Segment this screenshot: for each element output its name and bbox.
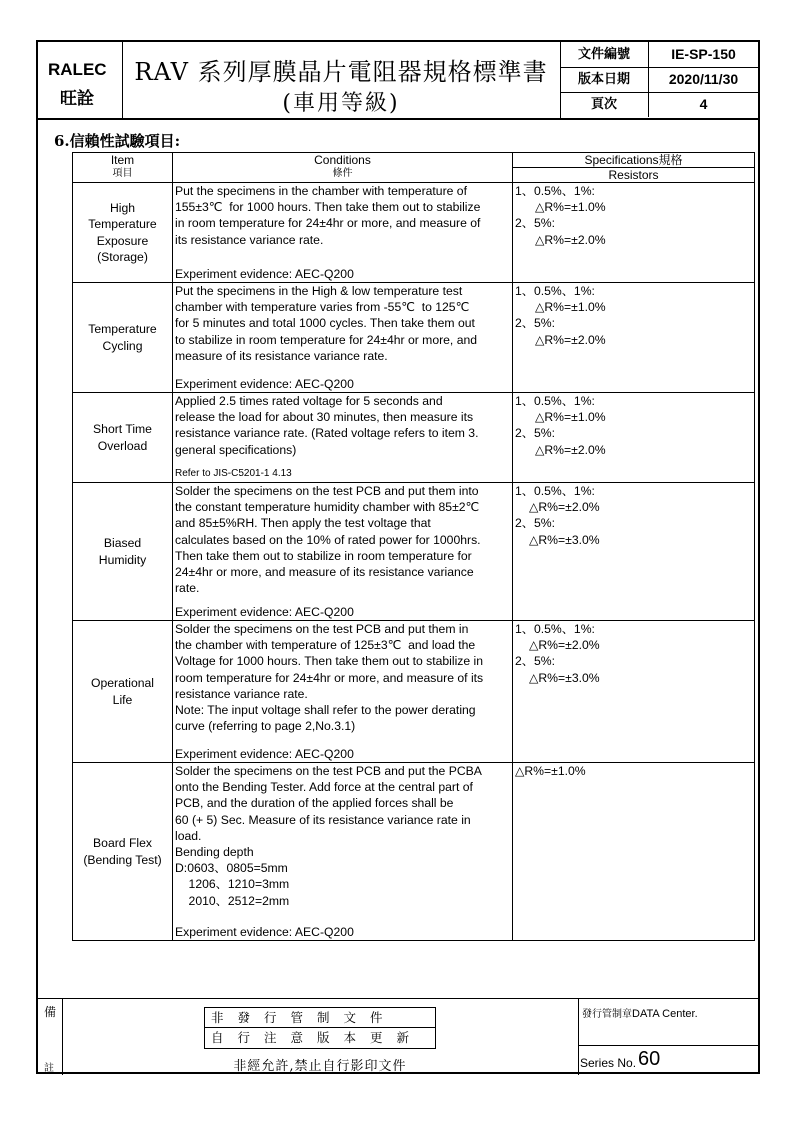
- condition-line: Then take them out to stabilize in room temperature for: [175, 548, 472, 563]
- condition-line: measure of its resistance variance rate.: [175, 348, 388, 363]
- test-item-name: [73, 763, 173, 941]
- test-item-line: Biased: [103, 536, 142, 551]
- experiment-evidence: Experiment evidence: AEC-Q200: [175, 376, 354, 391]
- test-item-line: Temperature: [88, 322, 157, 337]
- experiment-evidence: Experiment evidence: AEC-Q200: [175, 604, 354, 619]
- spec-line: 2、5%:: [515, 216, 555, 231]
- condition-line: resistance variance rate.: [175, 686, 308, 701]
- test-item-line: Humidity: [98, 552, 147, 567]
- condition-line: Solder the specimens on the test PCB and put them in: [175, 622, 469, 636]
- test-item-line: (Storage): [97, 249, 148, 264]
- test-conditions: [173, 283, 513, 393]
- condition-line: D:0603、0805=5mm: [175, 861, 288, 876]
- condition-line: Applied 2.5 times rated voltage for 5 seconds and: [175, 394, 443, 408]
- condition-line: onto the Bending Tester. Add force at the central part of: [175, 780, 473, 795]
- spec-line: 1、0.5%、1%:: [515, 184, 595, 198]
- meta-value: IE-SP-150: [671, 46, 736, 62]
- spec-line: △R%=±3.0%: [529, 532, 600, 547]
- test-specification: [513, 183, 755, 283]
- experiment-evidence: Experiment evidence: AEC-Q200: [175, 746, 354, 761]
- condition-line: general specifications): [175, 442, 297, 457]
- test-specification: [513, 763, 755, 941]
- test-conditions: [173, 393, 513, 483]
- meta-value: 4: [699, 96, 708, 112]
- test-item-line: Exposure: [96, 233, 149, 248]
- condition-line: curve (referring to page 2,No.3.1): [175, 719, 356, 734]
- spec-line: △R%=±2.0%: [535, 332, 606, 347]
- header-conditions: [173, 153, 513, 183]
- test-item-name: [73, 621, 173, 763]
- test-item-name: [73, 183, 173, 283]
- stamp-line-1: 非發行管制文件: [205, 1008, 435, 1028]
- spec-line: 1、0.5%、1%:: [515, 284, 595, 298]
- condition-line: Put the specimens in the chamber with temperature of: [175, 184, 467, 198]
- condition-line: the constant temperature humidity chamber with 85±2℃: [175, 500, 480, 515]
- stamp-line-2: 自行注意版本更新: [211, 1030, 424, 1045]
- test-specification: [513, 393, 755, 483]
- meta-row-page: [560, 92, 758, 117]
- experiment-evidence: Refer to JIS-C5201-1 4.13: [175, 467, 292, 479]
- spec-line: △R%=±1.0%: [515, 764, 586, 778]
- spec-line: 1、0.5%、1%:: [515, 622, 595, 636]
- series-number: 60: [638, 1048, 661, 1070]
- control-label-en: DATA Center.: [632, 1008, 698, 1020]
- test-item-line: Operational: [90, 676, 154, 691]
- condition-line: for 5 minutes and total 1000 cycles. Then take them out: [175, 316, 475, 331]
- series-number-cell: [578, 1045, 758, 1076]
- footer-remarks-side: [38, 999, 63, 1075]
- condition-line: 24±4hr or more, and measure of its resistance variance: [175, 565, 474, 580]
- condition-line: and 85±5%RH. Then apply the test voltage that: [175, 516, 431, 531]
- condition-line: 2010、2512=2mm: [175, 893, 290, 908]
- header-conditions-cn: 條件: [332, 168, 353, 179]
- header-item-en: Item: [110, 153, 135, 167]
- condition-line: chamber with temperature varies from -55℃ to 125℃: [175, 300, 470, 315]
- series-label: Series No.: [580, 1056, 637, 1070]
- footer-side-top: 備: [44, 1005, 57, 1019]
- test-item-line: Overload: [97, 438, 148, 453]
- meta-row-version-date: [560, 67, 758, 93]
- spec-line: △R%=±1.0%: [535, 200, 606, 215]
- table-row: [73, 483, 755, 621]
- table-row: [73, 393, 755, 483]
- test-item-name: [73, 393, 173, 483]
- header-spec: [513, 153, 755, 183]
- spec-line: △R%=±2.0%: [529, 500, 600, 515]
- table-header-row: [73, 153, 755, 183]
- table-row: [73, 621, 755, 763]
- test-item-name: [73, 483, 173, 621]
- test-item-line: Life: [112, 692, 133, 707]
- reliability-test-table: [72, 152, 755, 941]
- test-item-line: Short Time: [93, 422, 152, 437]
- spec-line: △R%=±2.0%: [535, 442, 606, 457]
- spec-line: △R%=±3.0%: [529, 670, 600, 685]
- condition-line: Voltage for 1000 hours. Then take them out to stabilize in: [175, 654, 484, 669]
- condition-line: PCB, and the duration of the applied forces shall be: [175, 796, 454, 811]
- header-item-cn: 項目: [112, 168, 133, 179]
- condition-line: to stabilize in room temperature for 24±4hr or more, and: [175, 332, 478, 347]
- document-header: [38, 42, 758, 120]
- table-row: [73, 283, 755, 393]
- logo-text-en: RALEC: [48, 60, 107, 79]
- condition-line: Solder the specimens on the test PCB and put the PCBA: [175, 764, 482, 778]
- header-spec-sub: Resistors: [608, 168, 659, 182]
- spec-line: 1、0.5%、1%:: [515, 484, 595, 498]
- footer-side-bottom: 註: [44, 1063, 54, 1074]
- spec-line: △R%=±1.0%: [535, 410, 606, 425]
- condition-line: Put the specimens in the High & low temperature test: [175, 284, 463, 298]
- document-frame: [36, 40, 760, 1074]
- spec-line: 2、5%:: [515, 654, 555, 669]
- document-title: [122, 42, 561, 118]
- spec-line: 2、5%:: [515, 316, 555, 331]
- spec-line: △R%=±1.0%: [535, 300, 606, 315]
- test-conditions: [173, 483, 513, 621]
- test-item-line: High: [109, 201, 136, 216]
- condition-line: 60 (+ 5) Sec. Measure of its resistance variance rate in: [175, 812, 471, 827]
- test-conditions: [173, 621, 513, 763]
- meta-value: 2020/11/30: [668, 71, 739, 87]
- header-spec-en: Specifications規格: [513, 153, 754, 168]
- table-body: [73, 183, 755, 941]
- spec-line: △R%=±2.0%: [529, 638, 600, 653]
- copy-warning: 非經允許,禁止自行影印文件: [233, 1059, 407, 1074]
- test-conditions: [173, 183, 513, 283]
- header-conditions-en: Conditions: [314, 153, 371, 167]
- condition-line: resistance variance rate. (Rated voltage refers to item 3.: [175, 426, 479, 441]
- experiment-evidence: Experiment evidence: AEC-Q200: [175, 266, 354, 281]
- control-stamp: [582, 1005, 698, 1020]
- logo-text-cn: 旺詮: [60, 89, 94, 109]
- condition-line: room temperature for 24±4hr or more, and measure of its: [175, 670, 484, 685]
- spec-line: 2、5%:: [515, 516, 555, 531]
- document-footer: [38, 998, 758, 1075]
- experiment-evidence: Experiment evidence: AEC-Q200: [175, 924, 354, 939]
- condition-line: 1206、1210=3mm: [175, 877, 290, 892]
- condition-line: load.: [175, 828, 202, 843]
- spec-line: 2、5%:: [515, 426, 555, 441]
- title-line-1: RAV 系列厚膜晶片電阻器規格標準書: [134, 58, 548, 86]
- condition-line: calculates based on the 10% of rated power for 1000hrs.: [175, 532, 481, 547]
- control-label-cn: 發行管制章: [582, 1009, 632, 1020]
- title-line-2: (車用等級): [282, 91, 400, 116]
- condition-line: release the load for about 30 minutes, then measure its: [175, 410, 474, 425]
- table-row: [73, 183, 755, 283]
- test-item-line: Cycling: [102, 338, 143, 353]
- test-item-line: Temperature: [88, 217, 157, 232]
- meta-label: 版本日期: [560, 67, 649, 92]
- footer-remarks: [62, 999, 579, 1075]
- header-item: [73, 153, 173, 183]
- meta-label: 文件編號: [560, 42, 649, 67]
- test-item-line: (Bending Test): [83, 852, 162, 867]
- table-row: [73, 763, 755, 941]
- section-title: 6.信賴性試驗項目:: [54, 132, 181, 150]
- test-specification: [513, 621, 755, 763]
- spec-line: 1、0.5%、1%:: [515, 394, 595, 408]
- condition-line: Note: The input voltage shall refer to the power derating: [175, 703, 476, 718]
- condition-line: Solder the specimens on the test PCB and put them into: [175, 484, 479, 498]
- company-logo: [38, 42, 123, 118]
- condition-line: Bending depth: [175, 845, 254, 860]
- condition-line: rate.: [175, 581, 200, 596]
- document-meta: [560, 42, 758, 118]
- condition-line: the chamber with temperature of 125±3℃ and load the: [175, 638, 476, 653]
- test-item-line: Board Flex: [93, 836, 152, 851]
- footer-control: [578, 999, 758, 1075]
- spec-line: △R%=±2.0%: [535, 232, 606, 247]
- test-item-name: [73, 283, 173, 393]
- test-specification: [513, 283, 755, 393]
- meta-row-doc-no: [560, 42, 758, 68]
- test-conditions: [173, 763, 513, 941]
- condition-line: its resistance variance rate.: [175, 232, 324, 247]
- uncontrolled-stamp-box: [204, 1007, 436, 1049]
- meta-label: 頁次: [560, 92, 649, 117]
- condition-line: 155±3℃ for 1000 hours. Then take them out to stabilize: [175, 200, 481, 215]
- condition-line: in room temperature for 24±4hr or more, and measure of: [175, 216, 481, 231]
- test-specification: [513, 483, 755, 621]
